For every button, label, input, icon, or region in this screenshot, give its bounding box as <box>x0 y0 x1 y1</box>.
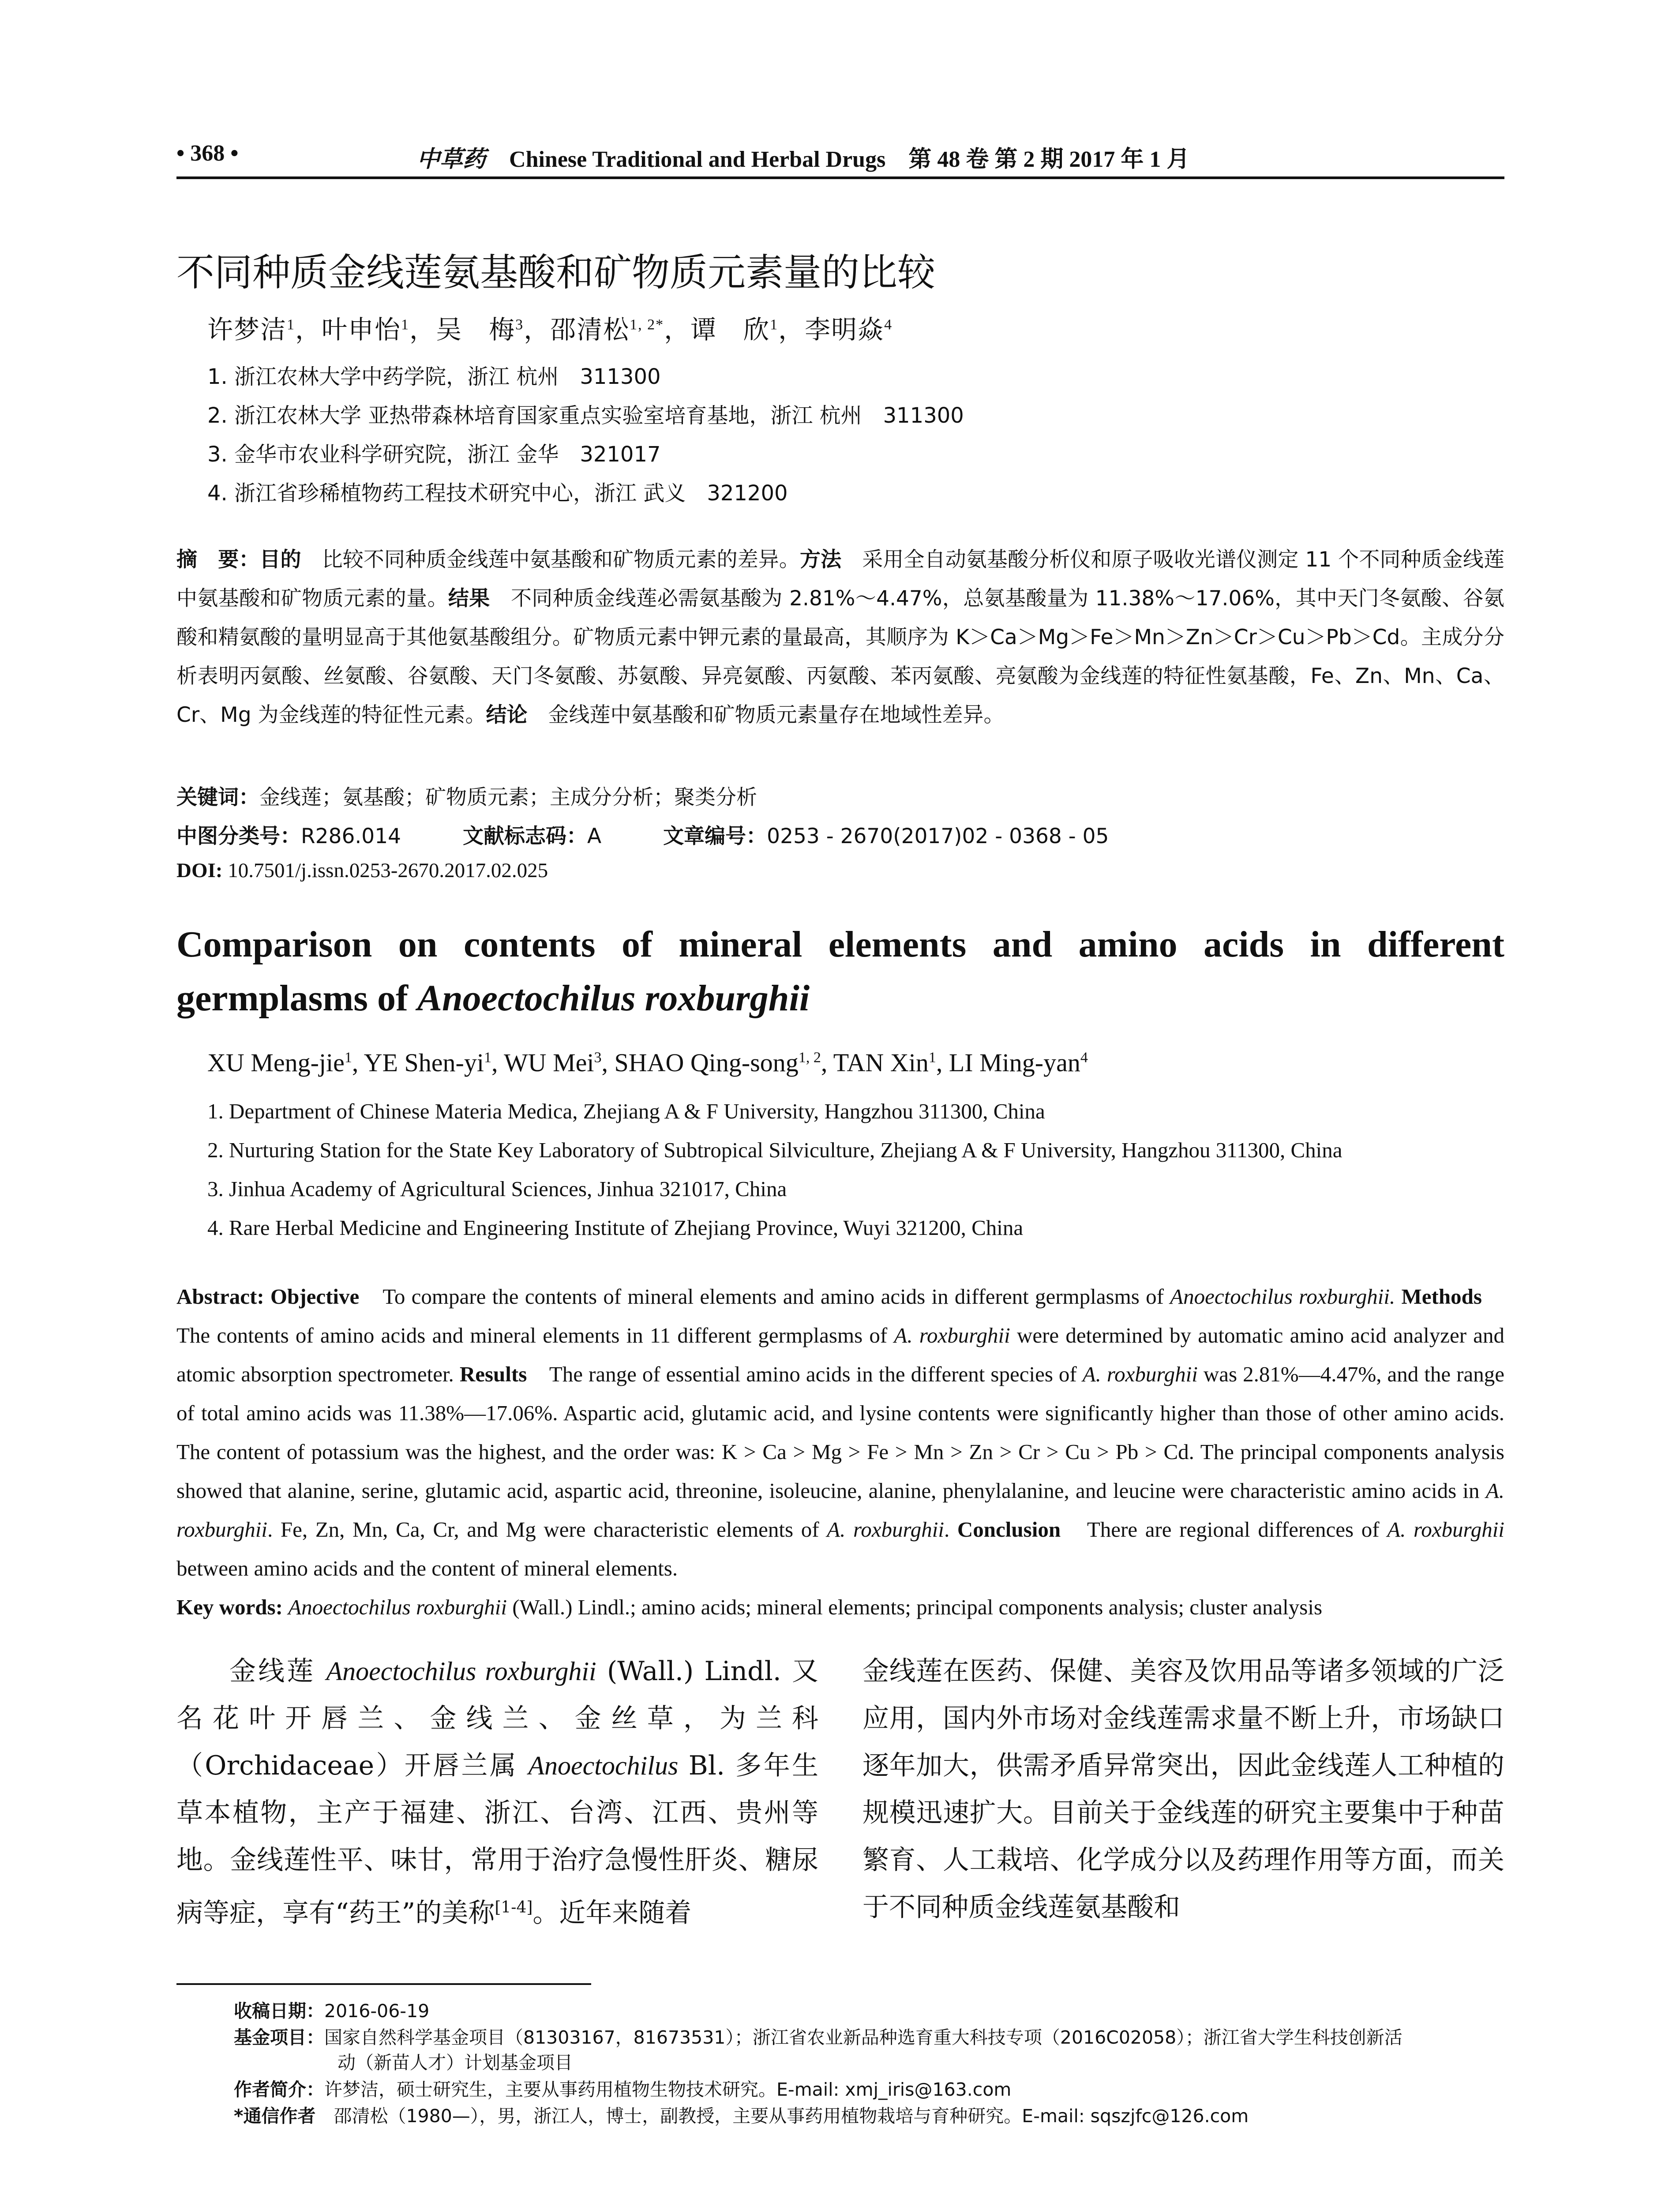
abstract-en: Abstract: Objective To compare the contents of mineral elements and amino acids in different germplasms of Anoectochilus roxburghii. Methods The contents of amino acids and mineral elements in 11 different germplasms of A. roxburghii were determined by automatic amino acid analyzer and atomic absorption spectrometer. Results The range of essential amino acids in the different species of A. roxburghii was 2.81%—4.47%, and the range of total amino acids was 11.38%—17.06%. Aspartic acid, glutamic acid, and lysine contents were significantly higher than those of other amino acids. The content of potassium was the highest, and the order was: K > Ca > Mg > Fe > Mn > Zn > Cr > Cu > Pb > Cd. The principal components analysis showed that alanine, serine, glutamic acid, aspartic acid, threonine, isoleucine, alanine, phenylalanine, and leucine were characteristic amino acids in A. roxburghii. Fe, Zn, Mn, Ca, Cr, and Mg were characteristic elements of A. roxburghii. Conclusion There are regional differences of A. roxburghii between amino acids and the content of mineral elements. Key words: Anoectochilus roxburghii (Wall.) Lindl.; amino acids; mineral elements; principal components analysis; cluster analysis <box>176 1284 1504 1619</box>
author-cn: 邵清松 <box>550 315 630 344</box>
abstract-cn-label: 摘 要： <box>176 548 260 572</box>
abstract-en-label: Abstract: Objective <box>176 1284 360 1309</box>
affiliation-cn: 4. 浙江省珍稀植物药工程技术研究中心，浙江 武义 321200 <box>207 481 788 506</box>
body-column-right: 金线莲在医药、保健、美容及饮用品等诸多领域的广泛应用，国内外市场对金线莲需求量不断上升，市场缺口逐年加大，供需矛盾异常突出，因此金线莲人工种植的规模迅速扩大。目前关于金线莲的研究主要集中于种苗繁育、人工栽培、化学成分以及药理作用等方面，而关于不同种质金线莲氨基酸和 <box>862 1656 1504 1923</box>
affiliation-en: 1. Department of Chinese Materia Medica, Zhejiang A & F University, Hangzhou 311300, China <box>207 1099 1045 1123</box>
title-en: Comparison on contents of mineral elements and amino acids in different germplasms of Anoectochilus roxburghii <box>176 924 1504 1019</box>
journal-name: Chinese Traditional and Herbal Drugs <box>509 147 886 172</box>
footnote-rule <box>176 1983 591 1985</box>
author-cn: 谭 欣 <box>690 315 770 344</box>
page-number: • 368 • <box>176 141 239 166</box>
author-cn: 李明焱 <box>805 315 885 344</box>
keywords-en: Key words: Anoectochilus roxburghii (Wall.) Lindl.; amino acids; mineral elements; principal components analysis; cluster analysis <box>176 1595 1323 1619</box>
affiliation-en: 3. Jinhua Academy of Agricultural Sciences, Jinhua 321017, China <box>207 1177 787 1201</box>
journal-issue: 第 48 卷 第 2 期 2017 年 1 月 <box>908 147 1190 172</box>
author-cn: 叶申怡 <box>322 315 401 344</box>
title-cn: 不同种质金线莲氨基酸和矿物质元素量的比较 <box>176 251 935 295</box>
doi-line: DOI: 10.7501/j.issn.0253-2670.2017.02.025 <box>176 859 548 882</box>
author-en: LI Ming-yan <box>949 1048 1080 1077</box>
affiliation-en: 4. Rare Herbal Medicine and Engineering Institute of Zhejiang Province, Wuyi 321200, China <box>207 1216 1024 1240</box>
header-rule <box>176 176 1504 179</box>
journal-info <box>417 140 1189 173</box>
author-en: WU Mei <box>503 1048 594 1077</box>
footnote-fund: 基金项目：国家自然科学基金项目（81303167，81673531）；浙江省农业新品种选育重大科技专项（2016C02058）；浙江省大学生科技创新活 动（新苗人才）计划基金项目 <box>234 2027 1402 2073</box>
affiliation-cn: 2. 浙江农林大学 亚热带森林培育国家重点实验室培育基地，浙江 杭州 311300 <box>207 403 964 428</box>
body-column-left: 金线莲 Anoectochilus roxburghii (Wall.) Lindl. 又名花叶开唇兰、金线兰、金丝草，为兰科（Orchidaceae）开唇兰属 Anoectochilus Bl. 多年生草本植物，主产于福建、浙江、台湾、江西、贵州等地。金线莲性平、味甘，常用于治疗急慢性肝炎、糖尿病等症，享有“药王”的美称[1-4]。近年来随着 <box>176 1656 819 1928</box>
affiliation-cn: 1. 浙江农林大学中药学院，浙江 杭州 311300 <box>207 364 661 389</box>
citation-link[interactable]: [1-4] <box>495 1898 533 1917</box>
footnote-author: 作者简介：许梦洁，硕士研究生，主要从事药用植物生物技术研究。E-mail: xmj_iris@163.com <box>234 2079 1012 2100</box>
abstract-cn: 摘 要：目的 比较不同种质金线莲中氨基酸和矿物质元素的差异。方法 采用全自动氨基酸分析仪和原子吸收光谱仪测定 11 个不同种质金线莲中氨基酸和矿物质元素的量。结果 不同种质金线莲必需氨基酸为 2.81%～4.47%，总氨基酸量为 11.38%～17.06%，其中天门冬氨酸、谷氨酸和精氨酸的量明显高于其他氨基酸组分。矿物质元素中钾元素的量最高，其顺序为 K＞Ca＞Mg＞Fe＞Mn＞Zn＞Cr＞Cu＞Pb＞Cd。主成分分析表明丙氨酸、丝氨酸、谷氨酸、天门冬氨酸、苏氨酸、异亮氨酸、丙氨酸、苯丙氨酸、亮氨酸为金线莲的特征性氨基酸，Fe、Zn、Mn、Ca、Cr、Mg 为金线莲的特征性元素。结论 金线莲中氨基酸和矿物质元素量存在地域性差异。 <box>176 548 1505 727</box>
keywords-cn: 关键词：金线莲；氨基酸；矿物质元素；主成分分析；聚类分析 <box>176 785 757 810</box>
author-en: SHAO Qing-song <box>614 1048 799 1077</box>
authors-cn: 许梦洁$^1$，叶申怡$^1$，吴 梅$^3$，邵清松$^{1, 2*}$，谭 欣$^1$，李明焱$^4$ <box>207 315 893 344</box>
author-cn: 许梦洁 <box>207 315 287 344</box>
author-cn: 吴 梅 <box>436 315 516 344</box>
authors-en: XU Meng-jie$^1$, YE Shen-$yi^1$, WU Mei$^3$, SHAO Qing-song$^{1, 2}$, TAN Xin$^1$, LI Ming-yan$^4$ <box>207 1048 1088 1077</box>
classification-line: 中图分类号：R286.014 文献标志码：A 文章编号：0253 - 2670(2017)02 - 0368 - 05 <box>176 824 1109 848</box>
author-en: TAN Xin <box>833 1048 929 1077</box>
running-header <box>176 140 1504 176</box>
author-en: YE Shen-yi <box>364 1048 484 1077</box>
footnote-corresponding: *通信作者 邵清松（1980—），男，浙江人，博士，副教授，主要从事药用植物栽培与育种研究。E-mail: sqszjfc@126.com <box>234 2105 1249 2127</box>
journal-logo: 中草药 <box>417 147 486 172</box>
affiliation-cn: 3. 金华市农业科学研究院，浙江 金华 321017 <box>207 442 661 467</box>
affiliation-en: 2. Nurturing Station for the State Key Laboratory of Subtropical Silviculture, Zhejiang A & F University, Hangzhou 311300, China <box>207 1138 1342 1162</box>
footnote-received: 收稿日期：2016-06-19 <box>234 2000 430 2022</box>
author-en: XU Meng-jie <box>207 1048 345 1077</box>
